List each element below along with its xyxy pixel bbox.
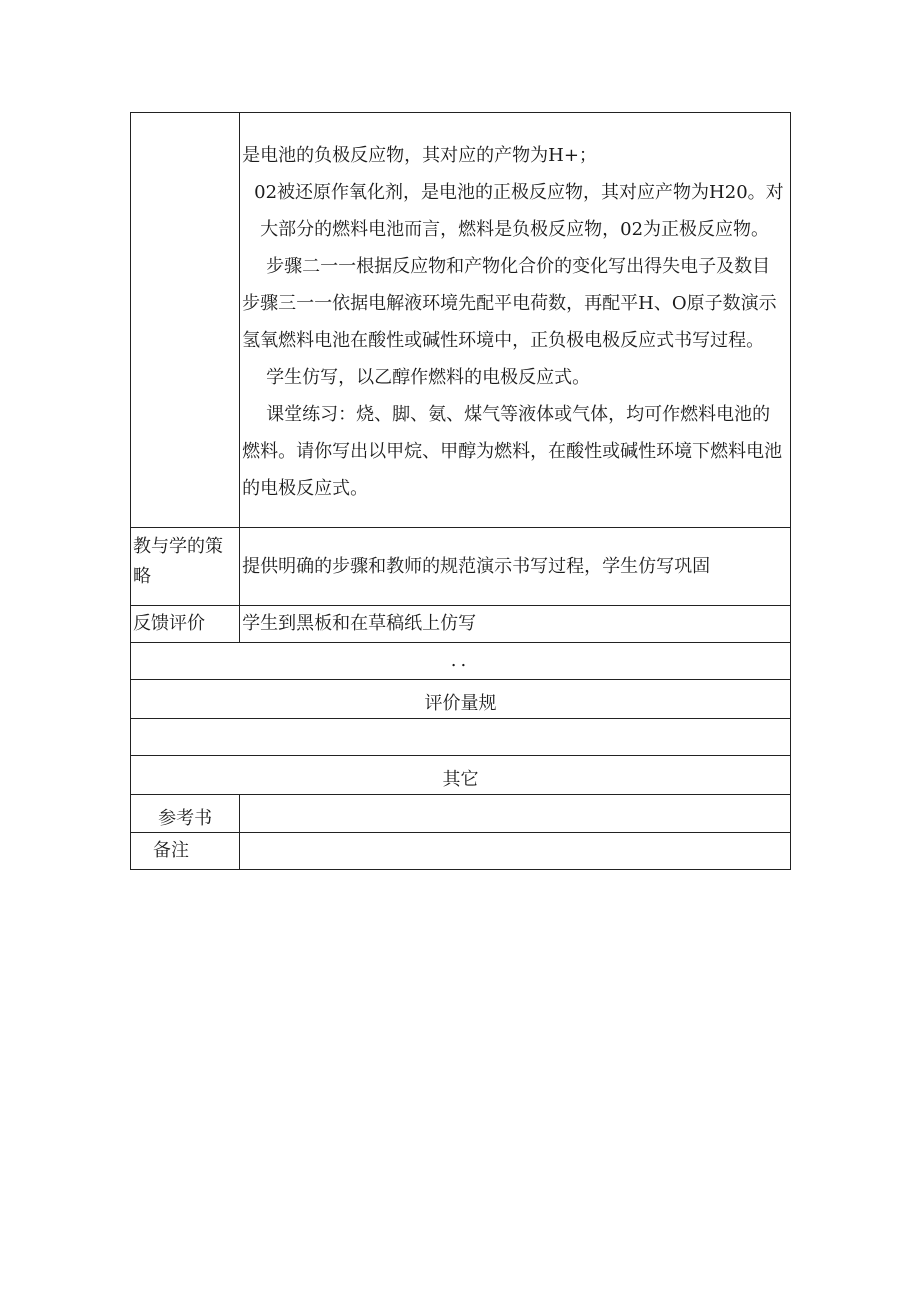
rubric-blank-row (131, 719, 791, 756)
feedback-value: 学生到黑板和在草稿纸上仿写 (240, 606, 791, 643)
rubric-heading: 评价量规 (131, 680, 791, 719)
reference-label: 参考书 (131, 795, 240, 833)
other-heading-row (131, 756, 791, 795)
dots-row (131, 643, 791, 680)
content-paragraph: 学生仿写，以乙醇作燃料的电极反应式。 (266, 367, 591, 388)
rubric-blank-cell (131, 719, 791, 756)
content-paragraph: 燃料。请你写出以甲烷、甲醇为燃料，在酸性或碱性环境下燃料电池 (242, 441, 783, 462)
process-content-cell (240, 113, 791, 528)
strategy-value: 提供明确的步骤和教师的规范演示书写过程，学生仿写巩固 (240, 528, 791, 606)
feedback-row (131, 606, 791, 643)
dots-mark: .. (131, 643, 791, 680)
process-row (131, 113, 791, 528)
rubric-heading-row (131, 680, 791, 719)
process-label-cell (131, 113, 240, 528)
lesson-plan-table (130, 112, 791, 870)
feedback-label: 反馈评价 (131, 606, 240, 643)
reference-row (131, 795, 791, 833)
content-paragraph: 步骤三一一依据电解液环境先配平电荷数，再配平H、O原子数演示 (242, 293, 777, 314)
notes-row (131, 833, 791, 870)
strategy-label: 教与学的策略 (131, 528, 240, 606)
notes-label: 备注 (131, 833, 240, 870)
content-paragraph: 大部分的燃料电池而言，燃料是负极反应物，02为正极反应物。 (260, 219, 770, 240)
content-paragraph: 课堂练习：烧、脚、氨、煤气等液体或气体，均可作燃料电池的 (266, 404, 771, 425)
notes-value (240, 833, 791, 870)
content-paragraph: 氢氧燃料电池在酸性或碱性环境中，正负极电极反应式书写过程。 (242, 330, 765, 351)
reference-value (240, 795, 791, 833)
content-paragraph: 02被还原作氧化剂，是电池的正极反应物，其对应产物为H20。对 (254, 182, 784, 203)
content-paragraph: 的电极反应式。 (242, 478, 369, 499)
content-paragraph: 步骤二一一根据反应物和产物化合价的变化写出得失电子及数目 (266, 256, 771, 277)
strategy-row (131, 528, 791, 606)
other-heading: 其它 (131, 756, 791, 795)
content-paragraph: 是电池的负极反应物，其对应的产物为H+； (242, 145, 597, 166)
